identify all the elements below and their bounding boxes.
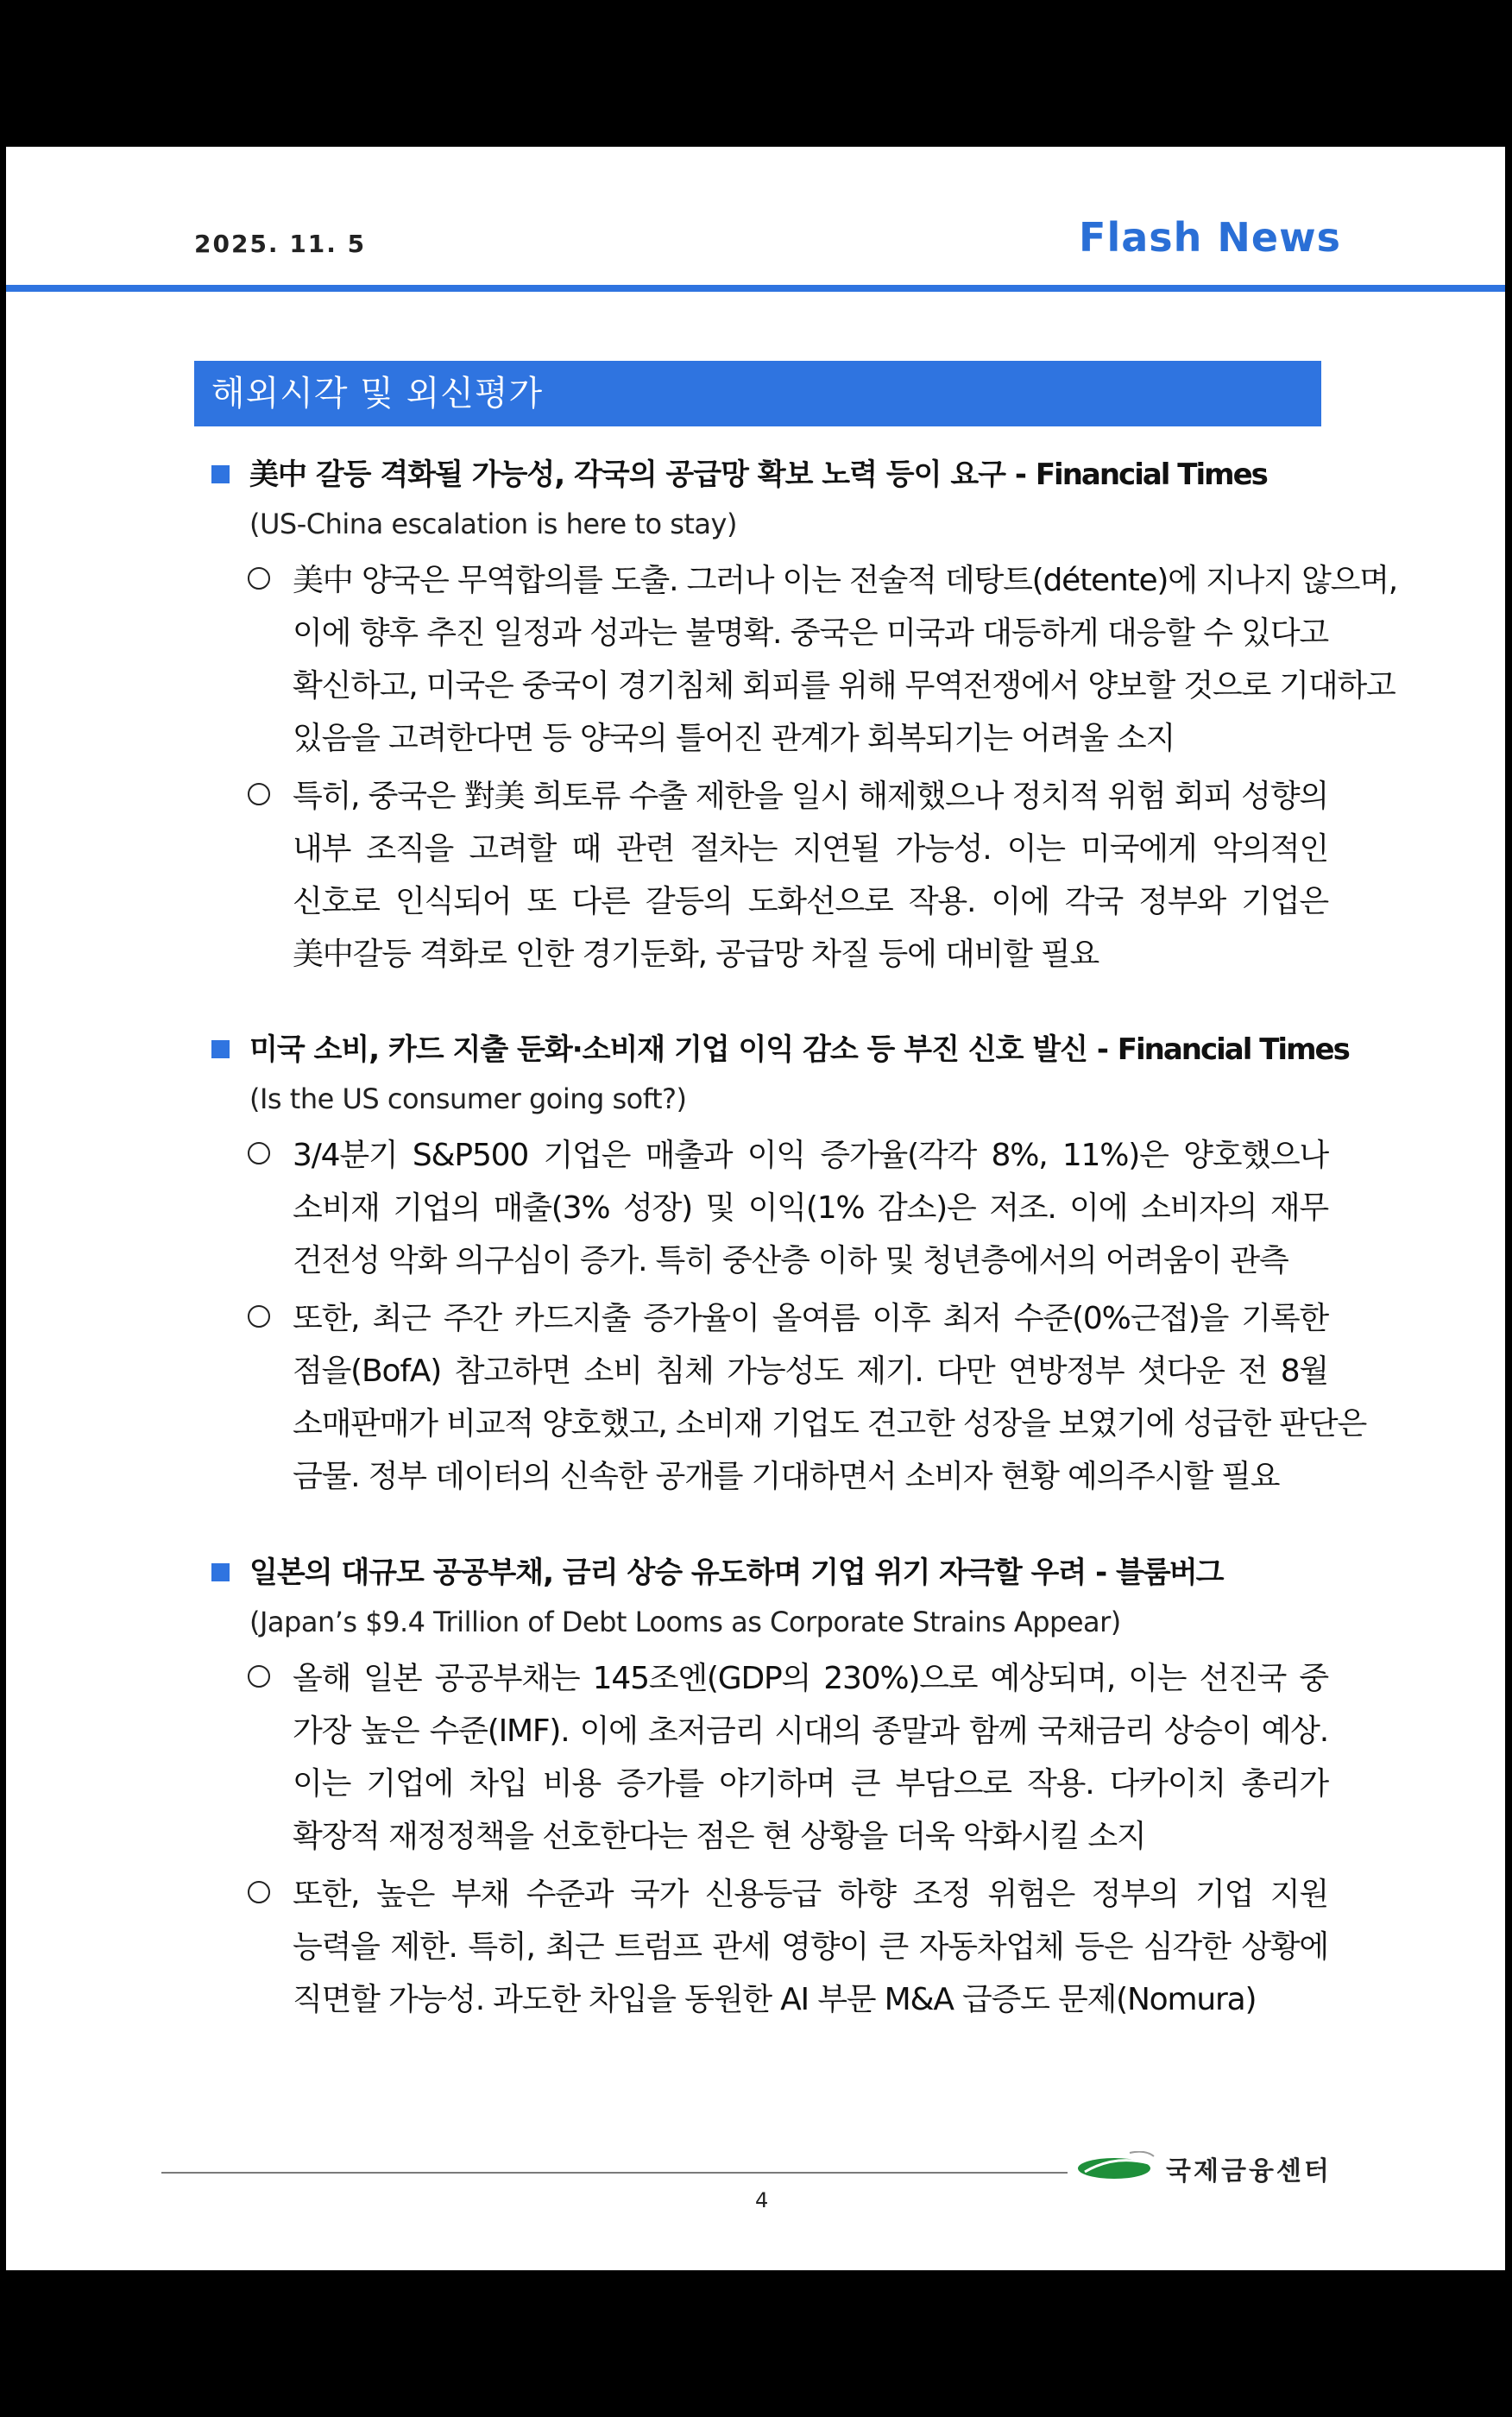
headline-text: 美中 갈등 격화될 가능성, 각국의 공급망 확보 노력 등이 요구 - (249, 458, 1036, 492)
headline-source: 블룸버그 (1116, 1556, 1223, 1590)
header-divider (6, 285, 1505, 292)
headline-source: Financial Times (1117, 1032, 1349, 1067)
article-headline (205, 1025, 1349, 1074)
bullet-line: 이는 기업에 차입 비용 증가를 야기하며 큰 부담으로 작용. 다카이치 총리가 (293, 1766, 1328, 1802)
article-bullet (248, 1652, 1328, 1863)
bullet-line: 있음을 고려한다면 등 양국의 틀어진 관계가 회복되기는 어려울 소지 (293, 721, 1175, 756)
bullet-line: 점을(BofA) 참고하면 소비 침체 가능성도 제기. 다만 연방정부 셧다운 전 8월 (293, 1354, 1328, 1389)
bullet-line: 확신하고, 미국은 중국이 경기침체 회피를 위해 무역전쟁에서 양보할 것으로 기대하고 (293, 668, 1395, 704)
article-bullet (248, 770, 1328, 981)
footer-logo (1076, 2132, 1335, 2201)
page-number: 4 (755, 2188, 769, 2212)
bullet-line: 소비재 기업의 매출(3% 성장) 및 이익(1% 감소)은 저조. 이에 소비자의 재무 (293, 1190, 1328, 1226)
bullet-line: 특히, 중국은 對美 희토류 수출 제한을 일시 해제했으나 정치적 위험 회피 성향의 (293, 779, 1328, 814)
article-3 (205, 1549, 1344, 2026)
footer-divider (161, 2172, 1068, 2174)
bullet-line: 또한, 최근 주간 카드지출 증가율이 올여름 이후 최저 수준(0%근접)을 기록한 (293, 1301, 1328, 1336)
headline-text: 미국 소비, 카드 지출 둔화·소비재 기업 이익 감소 등 부진 신호 발신 - (249, 1032, 1118, 1067)
article-subtitle: (Is the US consumer going soft?) (249, 1082, 687, 1115)
bullet-line: 직면할 가능성. 과도한 차입을 동원한 AI 부문 M&A 급증도 문제(Nomura) (293, 1982, 1257, 2017)
logo-leaf-icon (1076, 2151, 1156, 2180)
circle-bullet-icon (248, 1305, 270, 1328)
square-bullet-icon (211, 465, 230, 483)
article-bullet (248, 554, 1398, 765)
bullet-line: 美中갈등 격화로 인한 경기둔화, 공급망 차질 등에 대비할 필요 (293, 937, 1099, 972)
bullet-line: 건전성 악화 의구심이 증가. 특히 중산층 이하 및 청년층에서의 어려움이 관측 (293, 1243, 1288, 1278)
circle-bullet-icon (248, 1665, 270, 1688)
article-headline (205, 1549, 1344, 1597)
footer-org-name: 국제금융센터 (1166, 2156, 1332, 2187)
bullet-line: 3/4분기 S&P500 기업은 매출과 이익 증가율(각각 8%, 11%)은 양호했으나 (293, 1138, 1328, 1173)
brand-title: Flash News (1079, 214, 1341, 261)
article-2 (205, 1025, 1367, 1503)
bullet-line: 美中 양국은 무역합의를 도출. 그러나 이는 전술적 데탕트(détente)에 지나지 않으며, (293, 563, 1398, 598)
circle-bullet-icon (248, 1142, 270, 1164)
document-page (6, 147, 1505, 2270)
section-title: 해외시각 및 외신평가 (194, 361, 1321, 426)
article-headline (205, 451, 1344, 499)
bullet-line: 내부 조직을 고려할 때 관련 절차는 지연될 가능성. 이는 미국에게 악의적인 (293, 831, 1328, 867)
bullet-line: 능력을 제한. 특히, 최근 트럼프 관세 영향이 큰 자동차업체 등은 심각한 상황에 (293, 1929, 1328, 1965)
bullet-line: 올해 일본 공공부채는 145조엔(GDP의 230%)으로 예상되며, 이는 선진국 중 (293, 1661, 1328, 1696)
report-date: 2025. 11. 5 (194, 230, 367, 258)
bullet-line: 또한, 높은 부채 수준과 국가 신용등급 하향 조정 위험은 정부의 기업 지원 (293, 1877, 1328, 1912)
bullet-line: 가장 높은 수준(IMF). 이에 초저금리 시대의 종말과 함께 국채금리 상승이 예상. (293, 1713, 1328, 1749)
circle-bullet-icon (248, 1881, 270, 1903)
article-bullet (248, 1868, 1328, 2026)
square-bullet-icon (211, 1040, 230, 1058)
circle-bullet-icon (248, 567, 270, 590)
square-bullet-icon (211, 1563, 230, 1581)
bullet-line: 이에 향후 추진 일정과 성과는 불명확. 중국은 미국과 대등하게 대응할 수 있다고 (293, 615, 1328, 651)
article-subtitle: (US-China escalation is here to stay) (249, 508, 737, 540)
bullet-line: 확장적 재정정책을 선호한다는 점은 현 상황을 더욱 악화시킬 소지 (293, 1819, 1146, 1854)
headline-text: 일본의 대규모 공공부채, 금리 상승 유도하며 기업 위기 자극할 우려 - (249, 1556, 1117, 1590)
headline-source: Financial Times (1035, 458, 1267, 492)
article-bullet (248, 1292, 1367, 1503)
bullet-line: 소매판매가 비교적 양호했고, 소비재 기업도 견고한 성장을 보였기에 성급한 판단은 (293, 1406, 1367, 1442)
article-bullet (248, 1129, 1328, 1287)
bullet-line: 신호로 인식되어 또 다른 갈등의 도화선으로 작용. 이에 각국 정부와 기업은 (293, 884, 1328, 919)
bullet-line: 금물. 정부 데이터의 신속한 공개를 기대하면서 소비자 현황 예의주시할 필요 (293, 1459, 1280, 1494)
circle-bullet-icon (248, 783, 270, 805)
article-subtitle: (Japan’s $9.4 Trillion of Debt Looms as Corporate Strains Appear) (249, 1606, 1121, 1638)
article-1 (205, 451, 1398, 981)
